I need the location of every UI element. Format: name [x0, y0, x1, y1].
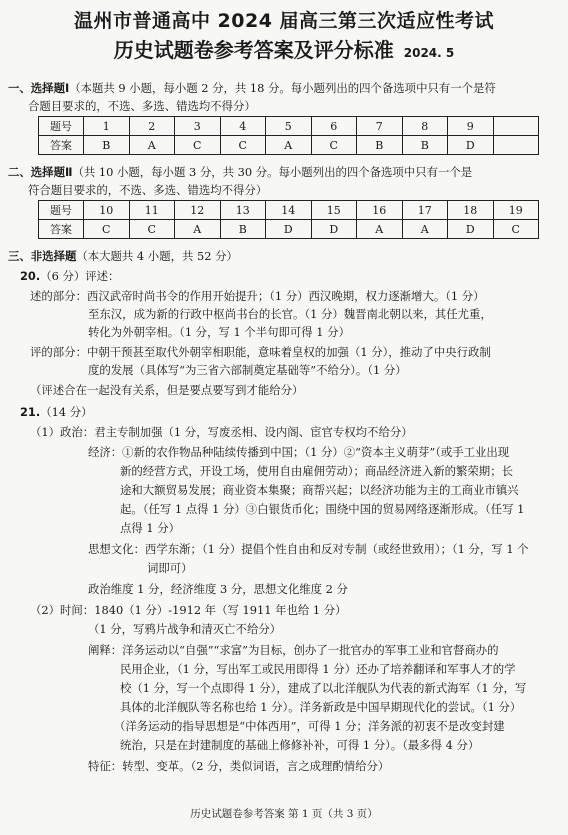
- table-cell: 14: [266, 201, 312, 220]
- table-cell: A: [175, 220, 221, 239]
- section3-heading: 三、非选择题: [8, 249, 77, 263]
- subtitle-text: 历史试题卷参考答案及评分标准: [113, 38, 394, 62]
- q20-line: （评述合在一起没有关系，但是要点要写到才能给分）: [30, 383, 304, 397]
- table-cell: 7: [357, 117, 403, 136]
- section2-desc-line2: 符合题目要求的，不选、多选、错选均不得分）: [28, 183, 268, 197]
- table-cell: 11: [129, 201, 175, 220]
- section2-heading: 二、选择题Ⅱ: [8, 165, 73, 179]
- q20-line: 至东汉，成为新的行政中枢尚书台的长官。（1 分）魏晋南北朝以来，其任尤重，: [88, 307, 492, 321]
- q21-line: 校（1 分，写一个点即得 1 分），建成了以北洋舰队为代表的新式海军（1 分，写: [120, 681, 527, 695]
- table-cell: C: [311, 136, 357, 155]
- q20-line: 转化为外朝宰相。（1 分，写 1 个半句即可得 1 分）: [88, 325, 350, 339]
- table-row-label: 答案: [39, 220, 84, 239]
- table-cell: D: [448, 136, 494, 155]
- table-row-label: 答案: [39, 136, 84, 155]
- table-cell: 13: [220, 201, 266, 220]
- page-subtitle: [0, 34, 568, 63]
- table-cell: A: [266, 136, 312, 155]
- q21-score: （14 分）: [40, 405, 93, 419]
- table-cell: A: [129, 136, 175, 155]
- section3-header: [8, 248, 238, 264]
- q20-number: 20.: [20, 269, 41, 283]
- table-cell: 15: [311, 201, 357, 220]
- table-cell: B: [84, 136, 130, 155]
- section2-answer-table: [38, 200, 539, 239]
- section1-answer-table: [38, 116, 539, 155]
- q21-header: [20, 404, 92, 420]
- table-cell: 8: [402, 117, 448, 136]
- section2-desc: [8, 164, 472, 180]
- q20-header: [20, 268, 119, 284]
- section1-desc-line2: 合题目要求的，不选、多选、错选均不得分）: [28, 99, 256, 113]
- table-cell: B: [402, 136, 448, 155]
- q21-line: 民用企业，（1 分，写出军工或民用即得 1 分）还办了培养翻译和军事人才的学: [120, 662, 516, 676]
- table-cell: 1: [84, 117, 130, 136]
- table-cell: D: [266, 220, 312, 239]
- q21-line: （1 分，写鸦片战争和清灭亡不给分）: [88, 622, 282, 636]
- table-cell: 5: [266, 117, 312, 136]
- table-cell: C: [493, 220, 539, 239]
- q21-line: 新的经营方式，开设工场，使用自由雇佣劳动）；商品经济进入新的繁荣期；长: [120, 464, 513, 478]
- q20-score: （6 分）评述：: [40, 269, 120, 283]
- q21-line: （1）政治：君主专制加强（1 分，写废丞相、设内阁、宦官专权均不给分）: [30, 425, 413, 439]
- q21-line: 点得 1 分）: [120, 521, 181, 535]
- table-row: [39, 220, 539, 239]
- table-row-label: 题号: [39, 201, 84, 220]
- q21-line: 思想文化：西学东渐；（1 分）提倡个性自由和反对专制（或经世致用）；（1 分，写 1 个: [88, 542, 529, 556]
- table-cell: B: [220, 220, 266, 239]
- q21-line: 起。（任写 1 点得 1 分）③白银货币化；围绕中国的贸易网络逐渐形成。（任写 1: [120, 502, 525, 516]
- page-title: 温州市普通高中 2024 届高三第三次适应性考试: [73, 10, 495, 32]
- table-cell: D: [448, 220, 494, 239]
- section1-desc: [8, 80, 496, 96]
- table-row: [39, 117, 539, 136]
- q20-line: 述的部分：西汉武帝时尚书令的作用开始提升；（1 分）西汉晚期，权力逐渐增大。（1 分）: [30, 289, 485, 303]
- table-cell: 12: [175, 201, 221, 220]
- table-cell-empty: [493, 136, 539, 155]
- table-cell: B: [357, 136, 403, 155]
- q21-line: 阐释：洋务运动以“自强”“求富”为目标，创办了一批官办的军事工业和官督商办的: [88, 643, 499, 657]
- q21-line: 统治，只是在封建制度的基础上修修补补，可得 1 分）。（最多得 4 分）: [120, 738, 480, 752]
- section2-desc-line1: （共 10 小题，每小题 3 分，共 30 分。每小题列出的四个备选项中只有一个是: [72, 165, 473, 179]
- table-row: [39, 201, 539, 220]
- q21-line: 具体的北洋舰队等名称也给 1 分）。洋务新政是中国早期现代化的尝试。（1 分）: [120, 700, 522, 714]
- q21-line: （2）时间：1840（1 分）-1912 年（写 1911 年也给 1 分）: [30, 603, 347, 617]
- q20-line: 评的部分：中朝干预甚至取代外朝宰相职能，意味着皇权的加强（1 分），推动了中央行政制: [30, 345, 491, 359]
- table-cell: 18: [448, 201, 494, 220]
- section1-desc-line1: （本题共 9 小题，每小题 2 分，共 18 分。每小题列出的四个备选项中只有一个是符: [69, 81, 496, 95]
- table-cell-empty: [493, 117, 539, 136]
- section1-heading: 一、选择题Ⅰ: [8, 81, 70, 95]
- q21-line: 特征：转型、变革。（2 分，类似词语，言之成理酌情给分）: [88, 759, 390, 773]
- page-footer: 历史试题卷参考答案 第 1 页（共 3 页）: [190, 808, 378, 820]
- exam-date: 2024. 5: [403, 46, 455, 60]
- table-cell: C: [175, 136, 221, 155]
- q21-line: （洋务运动的指导思想是“中体西用”，可得 1 分；洋务派的初衷不是改变封建: [114, 719, 505, 733]
- q20-line: 度的发展（具体写“为三省六部制奠定基础等”不给分）。（1 分）: [88, 363, 407, 377]
- table-cell: 3: [175, 117, 221, 136]
- q21-line: 政治维度 1 分，经济维度 3 分，思想文化维度 2 分: [88, 582, 348, 596]
- section3-desc: （本大题共 4 小题，共 52 分）: [76, 249, 238, 263]
- table-cell: 9: [448, 117, 494, 136]
- table-cell: 19: [493, 201, 539, 220]
- table-cell: 17: [402, 201, 448, 220]
- table-cell: 2: [129, 117, 175, 136]
- q21-number: 21.: [20, 405, 41, 419]
- table-row-label: 题号: [39, 117, 84, 136]
- table-cell: 4: [220, 117, 266, 136]
- table-cell: C: [84, 220, 130, 239]
- q21-line: 词即可）: [147, 561, 193, 575]
- table-cell: D: [311, 220, 357, 239]
- table-cell: 6: [311, 117, 357, 136]
- table-cell: A: [402, 220, 448, 239]
- q21-line: 途和大额贸易发展；商业资本集聚；商帮兴起；以经济功能为主的工商业市镇兴: [120, 483, 519, 497]
- table-cell: C: [220, 136, 266, 155]
- table-row: [39, 136, 539, 155]
- table-cell: 10: [84, 201, 130, 220]
- table-cell: 16: [357, 201, 403, 220]
- table-cell: A: [357, 220, 403, 239]
- table-cell: C: [129, 220, 175, 239]
- q21-line: 经济：①新的农作物品种陆续传播到中国；（1 分）②“资本主义萌芽”（或手工业出现: [88, 445, 510, 459]
